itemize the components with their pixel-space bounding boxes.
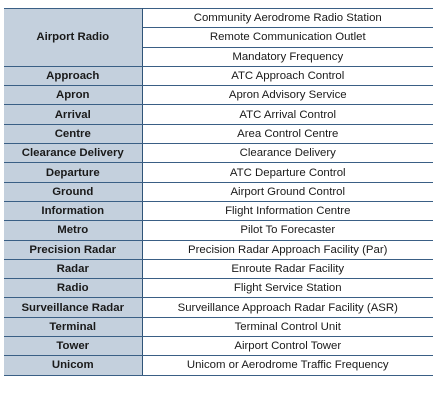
station-name-cell: Precision Radar — [4, 240, 142, 259]
table-row — [4, 279, 433, 298]
table-row — [4, 124, 433, 143]
station-name-cell: Information — [4, 201, 142, 220]
callsign-table — [4, 8, 433, 376]
station-name-cell: Approach — [4, 66, 142, 85]
table-row — [4, 144, 433, 163]
table-row — [4, 259, 433, 278]
station-name-cell: Departure — [4, 163, 142, 182]
station-name-cell: Centre — [4, 124, 142, 143]
table-row — [4, 298, 433, 317]
service-description-cell: Surveillance Approach Radar Facility (ASR) — [142, 298, 433, 317]
station-name-cell: Radar — [4, 259, 142, 278]
service-description-cell: Airport Ground Control — [142, 182, 433, 201]
table-row — [4, 317, 433, 336]
service-description-cell: Remote Communication Outlet — [142, 28, 433, 47]
station-name-cell: Unicom — [4, 356, 142, 375]
table-row — [4, 182, 433, 201]
service-description-cell: Community Aerodrome Radio Station — [142, 9, 433, 28]
callsign-table-body — [4, 9, 433, 376]
table-row — [4, 163, 433, 182]
service-description-cell: Apron Advisory Service — [142, 86, 433, 105]
station-name-cell: Radio — [4, 279, 142, 298]
service-description-cell: Clearance Delivery — [142, 144, 433, 163]
station-name-cell: Clearance Delivery — [4, 144, 142, 163]
table-row — [4, 86, 433, 105]
service-description-cell: ATC Arrival Control — [142, 105, 433, 124]
table-row — [4, 337, 433, 356]
service-description-cell: ATC Approach Control — [142, 66, 433, 85]
station-name-cell: Airport Radio — [4, 9, 142, 67]
station-name-cell: Terminal — [4, 317, 142, 336]
station-name-cell: Metro — [4, 221, 142, 240]
service-description-cell: Pilot To Forecaster — [142, 221, 433, 240]
service-description-cell: Airport Control Tower — [142, 337, 433, 356]
service-description-cell: Area Control Centre — [142, 124, 433, 143]
station-name-cell: Surveillance Radar — [4, 298, 142, 317]
table-row — [4, 240, 433, 259]
table-row — [4, 221, 433, 240]
station-name-cell: Apron — [4, 86, 142, 105]
table-row — [4, 201, 433, 220]
service-description-cell: Flight Information Centre — [142, 201, 433, 220]
service-description-cell: Enroute Radar Facility — [142, 259, 433, 278]
service-description-cell: Terminal Control Unit — [142, 317, 433, 336]
station-name-cell: Arrival — [4, 105, 142, 124]
table-row — [4, 105, 433, 124]
table-row — [4, 66, 433, 85]
station-name-cell: Ground — [4, 182, 142, 201]
service-description-cell: ATC Departure Control — [142, 163, 433, 182]
table-row — [4, 356, 433, 375]
station-name-cell: Tower — [4, 337, 142, 356]
service-description-cell: Mandatory Frequency — [142, 47, 433, 66]
service-description-cell: Precision Radar Approach Facility (Par) — [142, 240, 433, 259]
service-description-cell: Flight Service Station — [142, 279, 433, 298]
table-row — [4, 9, 433, 28]
service-description-cell: Unicom or Aerodrome Traffic Frequency — [142, 356, 433, 375]
